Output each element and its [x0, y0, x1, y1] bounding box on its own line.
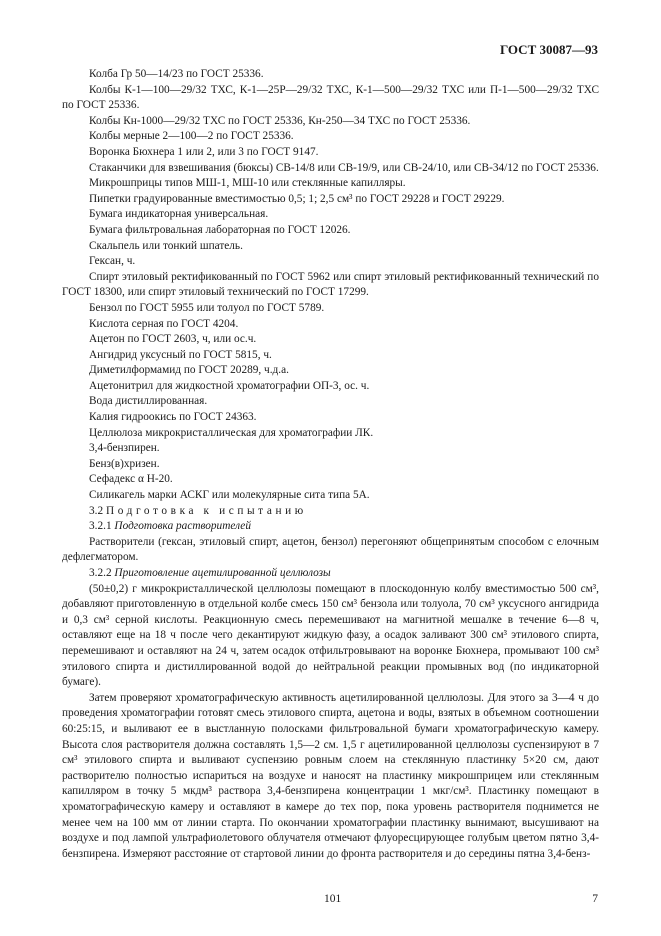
reagent-line: Кислота серная по ГОСТ 4204. [89, 317, 239, 330]
equipment-line: Стаканчики для взвешивания (бюксы) СВ-14/8 или СВ-19/9, или СВ-24/10, или СВ-34/12 по ГОСТ 25336. [89, 161, 599, 174]
equipment-line: Колба Гр 50—14/23 по ГОСТ 25336. [89, 68, 264, 80]
equipment-line: Колбы Кн-1000—29/32 ТХС по ГОСТ 25336, Кн-250—34 ТХС по ГОСТ 25336. [89, 114, 471, 127]
reagent-line: Бензол по ГОСТ 5955 или толуол по ГОСТ 5789. [89, 301, 325, 314]
paragraph: Затем проверяют хроматографическую активность ацетилированной целлюлозы. Для этого за 3—4 ч до проведения хроматографии готовят смесь этилового спирта, ацетона и воды, взятых в объемном соотношении 60:25:15, и выливают ее в выстланную полосками фильтровальной бумаги хроматографическую камеру. Высота слоя растворителя должна составлять 1,5—2 см. 1,5 г ацетилированной целлюлозы суспензируют в 7 см³ этилового спирта и выливают суспензию ровным слоем на стеклянную пластинку 5×20 см, дают растворителю полностью испариться на воздухе и наносят на пластинку микрошприцем или стеклянным капилляром в точку 5 мкдм³ раствора 3,4-бензпирена концентрации 1 мкг/см³. Пластинку помещают в хроматографическую камеру и оставляют в камере до тех пор, пока уровень растворителя поднимется не менее чем на 100 мм от линии старта. По окончании хроматографии пластинку вынимают, высушивают на воздухе и под лампой ультрафиолетового облучателя отмечают флуоресцирующее голубым цветом пятно 3,4-бензпирена. Измеряют расстояние от стартовой линии до фронта растворителя и до середины пятна 3,4-бенз- [62, 691, 599, 860]
reagent-line: Силикагель марки АСКГ или молекулярные сита типа 5А. [89, 489, 370, 502]
subsection-title: Приготовление ацетилированной целлюлозы [114, 567, 331, 579]
reagent-line: Спирт этиловый ректификованный по ГОСТ 5962 или спирт этиловый ректификованный технический по ГОСТ 18300, или спирт этиловый технический по ГОСТ 17299. [62, 270, 599, 299]
reagent-line: Диметилформамид по ГОСТ 20289, ч.д.а. [89, 364, 289, 377]
page-number: 101 [324, 893, 342, 905]
reagent-line: Бенз(в)хризен. [89, 457, 160, 470]
section-number: 3.2 [89, 504, 104, 517]
equipment-line: Колбы мерные 2—100—2 по ГОСТ 25336. [89, 130, 294, 143]
reagent-line: Ангидрид уксусный по ГОСТ 5815, ч. [89, 348, 272, 361]
reagent-line: Гексан, ч. [89, 255, 136, 268]
subsection-number: 3.2.1 [89, 520, 112, 533]
equipment-line: Воронка Бюхнера 1 или 2, или 3 по ГОСТ 9147. [89, 145, 319, 158]
paragraph: Растворители (гексан, этиловый спирт, ацетон, бензол) перегоняют общепринятым способом с елочным дефлегматором. [62, 535, 599, 564]
paragraph: (50±0,2) г микрокристаллической целлюлозы помещают в плоскодонную колбу вместимостью 500 см³, добавляют приготовленную в отдельной колбе смесь 150 см³ бензола или толуола, 70 см³ уксусного ангидрида и 0,3 см³ серной кислоты. Реакционную смесь перемешивают на магнитной мешалке в течение 6—8 ч, оставляют еще на 18 ч после чего декантируют жидкую фазу, а осадок заливают 300 см³ этилового спирта, перемешивают и оставляют на 24 ч, затем осадок отфильтровывают на воронке Бюхнера, промывают 100 см³ этилового спирта и дистиллированной водой до нейтральной реакции промывных вод (по индикаторной бумаге). [62, 582, 599, 689]
section-heading [62, 504, 599, 520]
equipment-line: Микрошприцы типов МШ-1, МШ-10 или стеклянные капилляры. [89, 177, 406, 190]
material-line: Бумага индикаторная универсальная. [89, 208, 269, 221]
reagent-line: Ацетонитрил для жидкостной хроматографии ОП-3, ос. ч. [89, 379, 370, 392]
reagent-line: Калия гидроокись по ГОСТ 24363. [89, 411, 257, 424]
equipment-line: Колбы К-1—100—29/32 ТХС, К-1—25Р—29/32 ТХС, К-1—500—29/32 ТХС или П-1—500—29/32 ТХС по ГОСТ 25336. [62, 83, 599, 112]
reagent-line: Целлюлоза микрокристаллическая для хроматографии ЛК. [89, 426, 374, 439]
section-title: Подготовка к испытанию [105, 504, 307, 517]
equipment-line: Пипетки градуированные вместимостью 0,5; 1; 2,5 см³ по ГОСТ 29228 и ГОСТ 29229. [89, 192, 505, 205]
reagent-line: Вода дистиллированная. [89, 395, 208, 408]
material-line: Бумага фильтровальная лабораторная по ГОСТ 12026. [89, 223, 351, 236]
subsection-heading [62, 566, 599, 582]
reagent-line: Ацетон по ГОСТ 2603, ч, или ос.ч. [89, 333, 257, 346]
subsection-heading [62, 519, 599, 535]
subsection-number: 3.2.2 [89, 567, 112, 579]
document-body [62, 67, 599, 862]
reagent-line: Сефадекс α Н-20. [89, 473, 173, 486]
equipment-line: Скальпель или тонкий шпатель. [89, 239, 243, 252]
section-page-number: 7 [592, 893, 598, 905]
standard-header: ГОСТ 30087—93 [499, 42, 598, 57]
reagent-line: 3,4-бензпирен. [89, 442, 160, 455]
subsection-title: Подготовка растворителей [114, 520, 251, 533]
